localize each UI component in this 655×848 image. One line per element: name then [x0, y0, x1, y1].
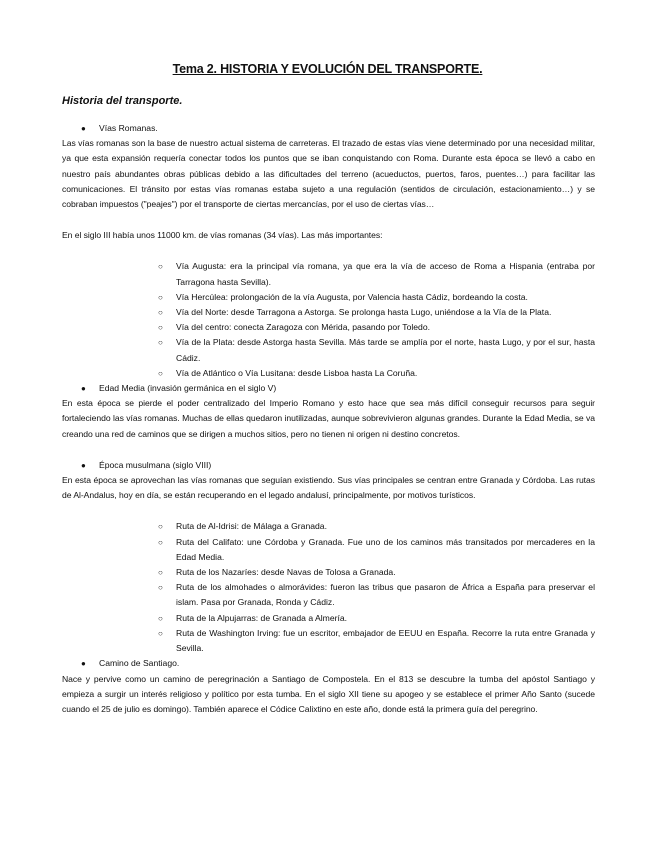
- paragraph: En el siglo III había unos 11000 km. de vías romanas (34 vías). Las más importantes:: [62, 230, 383, 241]
- section-heading-epoca-musulmana: ● Época musulmana (siglo VIII): [62, 458, 595, 473]
- list-item: ○ Vía Augusta: era la principal vía romana, ya que era la vía de acceso de Roma a Hispania (entraba por Tarragona hasta Sevilla).: [158, 261, 595, 287]
- list-item: ○ Vía del Norte: desde Tarragona a Astorga. Se prolonga hasta Lugo, uniéndose a la Vía de la Plata.: [62, 305, 595, 320]
- list-item: ○ Ruta del Califato: une Córdoba y Granada. Fue uno de los caminos más transitados por mercaderes en la Edad Media.: [158, 536, 595, 562]
- circle-bullet-icon: ○: [158, 568, 163, 578]
- paragraph: En esta época se pierde el poder centralizado del Imperio Romano y esto hace que sea más difícil conseguir recursos para seguir fortaleciendo las vías romanas. Muchas de ellas quedaron inutilizadas, aunque sobrevivieron algunas grandes. Durante la Edad Media, se va creando una red de caminos que se dirigen a muchos sitios, pero no tienen ni origen ni destino concretos.: [62, 398, 595, 439]
- list-item: ○ Ruta de la Alpujarras: de Granada a Almería.: [62, 611, 595, 626]
- list-item: ○ Ruta de Al-Idrisi: de Málaga a Granada.: [62, 519, 595, 534]
- list-item: ○ Ruta de los almohades o almorávides: fueron las tribus que pasaron de África a España para preservar el islam. Pasa por Granada, Ronda y Cádiz.: [158, 582, 595, 608]
- page-title: Tema 2. HISTORIA Y EVOLUCIÓN DEL TRANSPORTE.: [172, 62, 483, 76]
- list-item: ○ Vía de la Plata: desde Astorga hasta Sevilla. Más tarde se amplía por el norte, hasta Lugo, y por el sur, hasta Cádiz.: [158, 337, 595, 363]
- list-item: ○ Vía del centro: conecta Zaragoza con Mérida, pasando por Toledo.: [62, 320, 595, 335]
- bullet-icon: ●: [81, 384, 86, 394]
- list-item: ○ Vía Hercúlea: prolongación de la vía Augusta, por Valencia hasta Cádiz, bordeando la costa.: [62, 290, 595, 305]
- bullet-icon: ●: [81, 460, 86, 470]
- circle-bullet-icon: ○: [158, 537, 163, 547]
- list-item: ○ Ruta de Washington Irving: fue un escritor, embajador de EEUU en España. Recorre la ruta entre Granada y Sevilla.: [158, 627, 595, 654]
- sub-list-vias: [62, 259, 595, 381]
- bullet-icon: ●: [81, 124, 86, 133]
- list-item: ○ Vía de Atlántico o Vía Lusitana: desde Lisboa hasta La Coruña.: [62, 366, 595, 381]
- section-heading-edad-media: ● Edad Media (invasión germánica en el siglo V): [62, 381, 595, 396]
- circle-bullet-icon: ○: [158, 292, 163, 302]
- circle-bullet-icon: ○: [158, 323, 163, 333]
- bullet-icon: ●: [81, 659, 86, 669]
- section-subtitle: Historia del transporte.: [62, 95, 183, 107]
- list-item: ○ Ruta de los Nazaríes: desde Navas de Tolosa a Granada.: [62, 565, 595, 580]
- circle-bullet-icon: ○: [158, 583, 163, 593]
- circle-bullet-icon: ○: [158, 368, 163, 378]
- sub-list-rutas: [62, 519, 595, 656]
- paragraph: Las vías romanas son la base de nuestro actual sistema de carreteras. El trazado de estas vías viene determinado por una necesidad militar, ya que esta expansión requería conectar todos los puntos que se iban conquistando con Roma. Durante esta época se llevó a cabo en nuestro país abundantes obras públicas debido a las dificultades del terreno (acueductos, puertos, faros, puentes…) para facilitar las comunicaciones. El tránsito por estas vías romanas estaba sujeto a una regulación (sentidos de circulación, estacionamiento…) y se cobraban impuestos ("peajes") por el transporte de ciertas mercancías, por el uso de ciertas vías…: [62, 138, 595, 210]
- paragraph: En esta época se aprovechan las vías romanas que seguían existiendo. Sus vías principales se centran entre Granada y Córdoba. Las rutas de Al-Andalus, hoy en día, se están recuperando en el legado andalusí, principalmente, por motivos turísticos.: [62, 475, 595, 501]
- circle-bullet-icon: ○: [158, 522, 163, 532]
- paragraph: Nace y pervive como un camino de peregrinación a Santiago de Compostela. En el 813 se descubre la tumba del apóstol Santiago y empieza a surgir un interés religioso y político por esta tumba. En el siglo XII tiene su apogeo y se establece el primer Año Santo (sucede cuando el 25 de julio es domingo). También aparece el Códice Calixtino en este año, donde está la primera guía del peregrino.: [62, 673, 595, 714]
- circle-bullet-icon: ○: [158, 262, 163, 272]
- document-body: [62, 121, 595, 717]
- circle-bullet-icon: ○: [158, 613, 163, 623]
- circle-bullet-icon: ○: [158, 308, 163, 318]
- section-heading-camino-santiago: ● Camino de Santiago.: [62, 656, 595, 671]
- circle-bullet-icon: ○: [158, 628, 163, 638]
- circle-bullet-icon: ○: [158, 338, 163, 348]
- section-heading-vias-romanas: ● Vías Romanas.: [62, 121, 595, 136]
